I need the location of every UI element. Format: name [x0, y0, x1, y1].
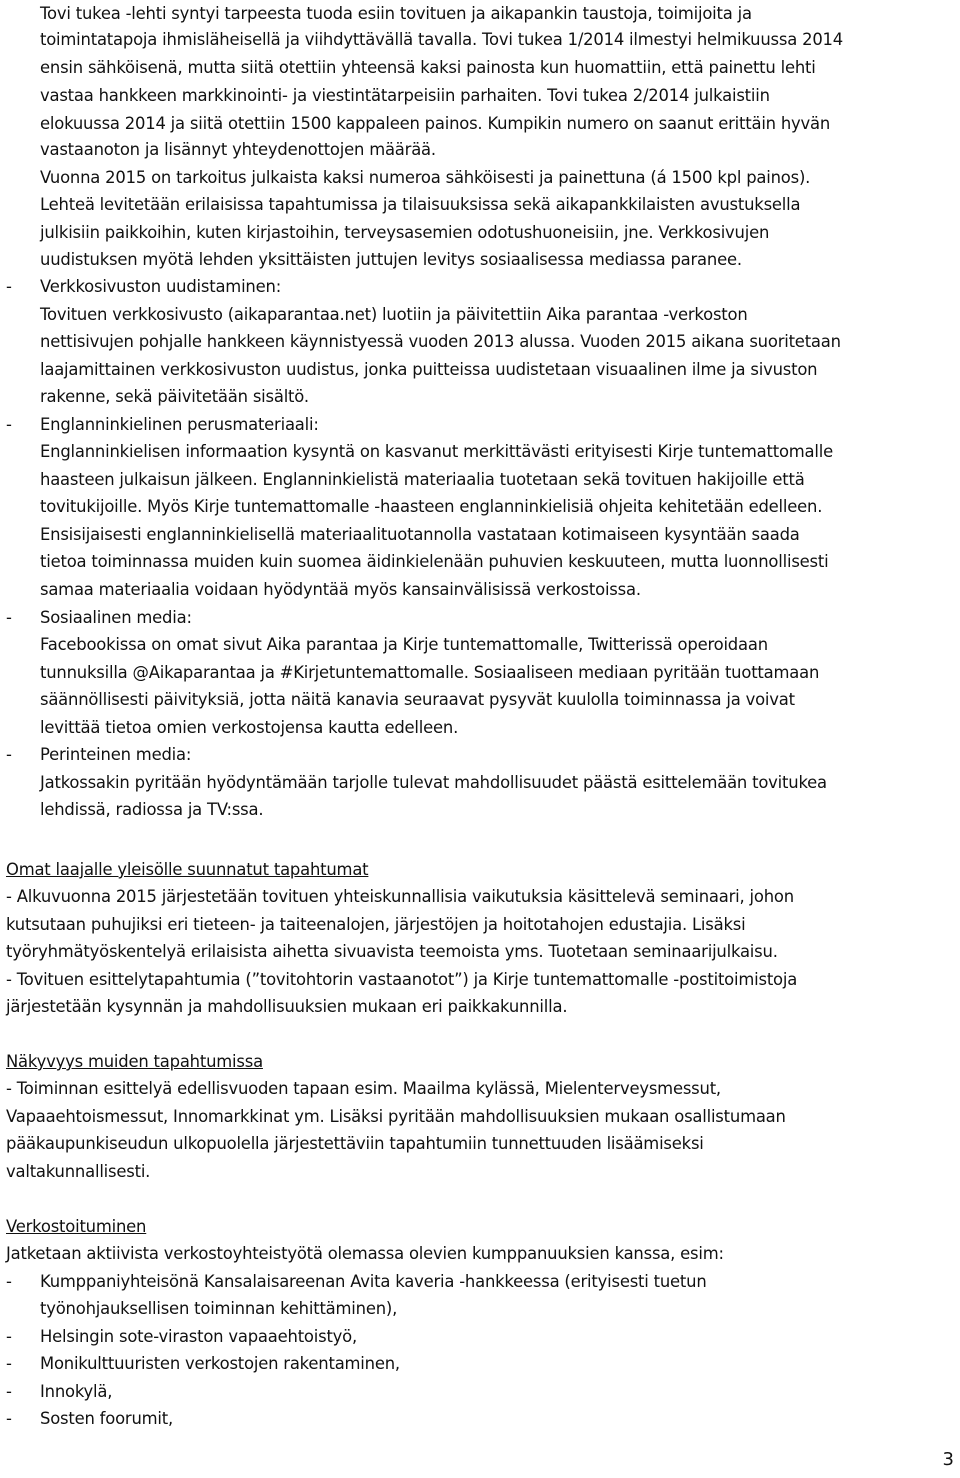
- bullet-dash: -: [6, 608, 12, 627]
- text-line: tovitukijoille. Myös Kirje tuntemattomalle -haasteen englanninkielisiä ohjeita kehitetään edelleen.: [40, 497, 823, 516]
- page-number: 3: [942, 1449, 954, 1470]
- bullet-dash: -: [6, 745, 12, 764]
- text-line: samaa materiaalia voidaan hyödyntää myös kansainvälisissä verkostoissa.: [40, 580, 641, 599]
- text-line: Tovituen verkkosivusto (aikaparantaa.net) luotiin ja päivitettiin Aika parantaa -verkoston: [40, 305, 748, 324]
- text-line: vastaanoton ja lisännyt yhteydenottojen määrää.: [40, 140, 436, 159]
- text-line: Facebookissa on omat sivut Aika parantaa ja Kirje tuntemattomalle, Twitterissä operoidaan: [40, 635, 768, 654]
- text-line: - Alkuvuonna 2015 järjestetään tovituen yhteiskunnallisia vaikutuksia käsittelevä seminaari, johon: [6, 887, 794, 906]
- list-item: Helsingin sote-viraston vapaaehtoistyö,: [40, 1327, 358, 1346]
- text-line: tunnuksilla @Aikaparantaa ja #Kirjetuntemattomalle. Sosiaaliseen mediaan pyritään tuottamaan: [40, 663, 820, 682]
- list-dash: -: [6, 1327, 12, 1346]
- text-line: haasteen julkaisun jälkeen. Englanninkielistä materiaalia tuotetaan sekä tovituen hakijoille että: [40, 470, 805, 489]
- text-line: Jatkossakin pyritään hyödyntämään tarjolle tulevat mahdollisuudet päästä esittelemään tovitukea: [40, 773, 827, 792]
- text-line: Ensisijaisesti englanninkielisellä materiaalituotannolla vastataan kotimaiseen kysyntään saada: [40, 525, 800, 544]
- text-line: - Toiminnan esittelyä edellisvuoden tapaan esim. Maailma kylässä, Mielenterveysmessut,: [6, 1079, 721, 1098]
- text-line: järjestetään kysynnän ja mahdollisuuksien mukaan eri paikkakunnilla.: [6, 997, 568, 1016]
- list-item: Monikulttuuristen verkostojen rakentaminen,: [40, 1354, 400, 1373]
- text-line: - Tovituen esittelytapahtumia (”tovitohtorin vastaanotot”) ja Kirje tuntemattomalle -postitoimistoja: [6, 970, 798, 989]
- list-item: Innokylä,: [40, 1382, 113, 1401]
- text-line: lehdissä, radiossa ja TV:ssa.: [40, 800, 264, 819]
- text-line: työryhmätyöskentelyä erilaisista aihetta sivuavista teemoista yms. Tuotetaan seminaarijulkaisu.: [6, 942, 778, 961]
- text-line: nettisivujen pohjalle hankkeen käynnistyessä vuoden 2013 alussa. Vuoden 2015 aikana suoritetaan: [40, 332, 841, 351]
- text-line: Vuonna 2015 on tarkoitus julkaista kaksi numeroa sähköisesti ja painettuna (á 1500 kpl painos).: [40, 168, 811, 187]
- bullet-title: Perinteinen media:: [40, 745, 192, 764]
- text-line: Jatketaan aktiivista verkostoyhteistyötä olemassa olevien kumppanuuksien kanssa, esim:: [6, 1244, 724, 1263]
- section-heading-events: Omat laajalle yleisölle suunnatut tapahtumat: [6, 860, 369, 879]
- list-dash: -: [6, 1409, 12, 1428]
- text-line: säännöllisesti päivityksiä, jotta näitä kanavia seuraavat pysyvät kuulolla toiminnassa ja voivat: [40, 690, 795, 709]
- text-line: levittää tietoa omien verkostojensa kautta edelleen.: [40, 718, 459, 737]
- list-item: työnohjauksellisen toiminnan kehittäminen),: [40, 1299, 398, 1318]
- text-line: Englanninkielisen informaation kysyntä on kasvanut merkittävästi erityisesti Kirje tuntemattomalle: [40, 442, 833, 461]
- text-line: valtakunnallisesti.: [6, 1162, 151, 1181]
- bullet-title: Englanninkielinen perusmateriaali:: [40, 415, 319, 434]
- text-line: tietoa toiminnassa muiden kuin suomea äidinkielenään puhuvien keskuuteen, mutta luonnollisesti: [40, 552, 829, 571]
- text-line: elokuussa 2014 ja siitä otettiin 1500 kappaleen painos. Kumpikin numero on saanut erittäin hyvän: [40, 114, 831, 133]
- list-dash: -: [6, 1272, 12, 1291]
- list-dash: -: [6, 1354, 12, 1373]
- section-heading-visibility: Näkyvyys muiden tapahtumissa: [6, 1052, 263, 1071]
- list-dash: -: [6, 1382, 12, 1401]
- text-line: uudistuksen myötä lehden yksittäisten juttujen levitys sosiaalisessa mediassa paranee.: [40, 250, 742, 269]
- list-item: Sosten foorumit,: [40, 1409, 173, 1428]
- text-line: pääkaupunkiseudun ulkopuolella järjestettäviin tapahtumiin tunnettuuden lisäämiseksi: [6, 1134, 704, 1153]
- bullet-dash: -: [6, 277, 12, 296]
- list-item: Kumppaniyhteisönä Kansalaisareenan Avita kaveria -hankkeessa (erityisesti tuetun: [40, 1272, 707, 1291]
- text-line: vastaa hankkeen markkinointi- ja viestintätarpeisiin parhaiten. Tovi tukea 2/2014 julkaistiin: [40, 86, 770, 105]
- text-line: julkisiin paikkoihin, kuten kirjastoihin, terveysasemien odotushuoneisiin, jne. Verkkosivujen: [40, 223, 770, 242]
- text-line: rakenne, sekä päivitetään sisältö.: [40, 387, 309, 406]
- text-line: ensin sähköisenä, mutta siitä otettiin yhteensä kaksi painosta kun huomattiin, että painettu lehti: [40, 58, 816, 77]
- text-line: laajamittainen verkkosivuston uudistus, jonka puitteissa uudistetaan visuaalinen ilme ja sivuston: [40, 360, 818, 379]
- text-line: toimintatapoja ihmisläheisellä ja viihdyttävällä tavalla. Tovi tukea 1/2014 ilmestyi helmikuussa 2014: [40, 30, 844, 49]
- text-line: Tovi tukea -lehti syntyi tarpeesta tuoda esiin tovituen ja aikapankin taustoja, toimijoita ja: [40, 4, 752, 23]
- section-heading-networking: Verkostoituminen: [6, 1217, 147, 1236]
- text-line: Lehteä levitetään erilaisissa tapahtumissa ja tilaisuuksissa sekä aikapankkilaisten avustuksella: [40, 195, 801, 214]
- bullet-dash: -: [6, 415, 12, 434]
- text-line: kutsutaan puhujiksi eri tieteen- ja taiteenalojen, järjestöjen ja hoitotahojen edustajia. Lisäksi: [6, 915, 746, 934]
- bullet-title: Verkkosivuston uudistaminen:: [40, 277, 282, 296]
- text-line: Vapaaehtoismessut, Innomarkkinat ym. Lisäksi pyritään mahdollisuuksien mukaan osallistumaan: [6, 1107, 786, 1126]
- bullet-title: Sosiaalinen media:: [40, 608, 192, 627]
